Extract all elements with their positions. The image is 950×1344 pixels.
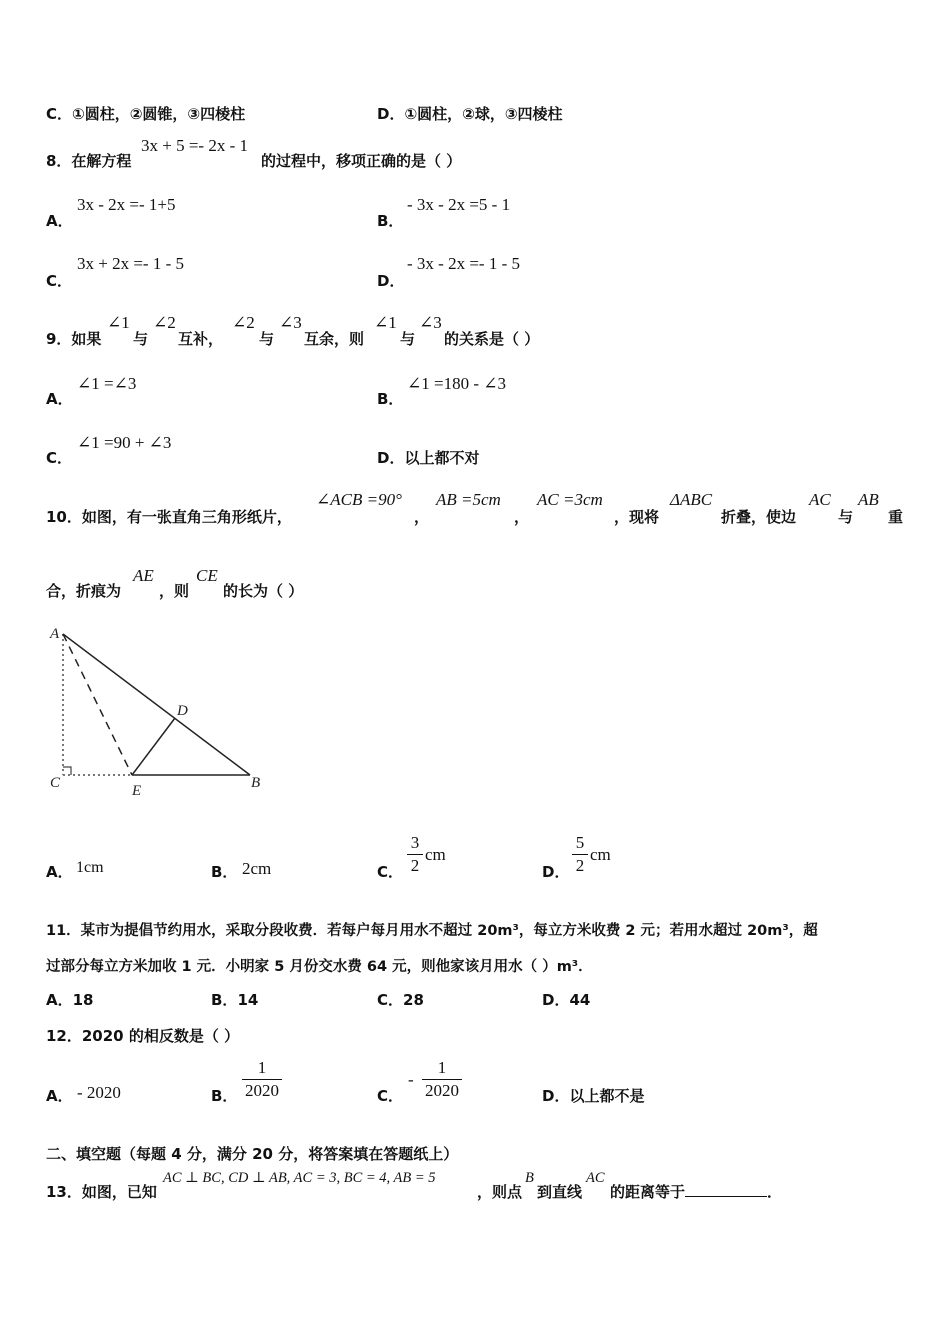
q10-expr-ae: AE <box>133 566 154 585</box>
q10-stem-6: 合，折痕为 <box>46 582 122 600</box>
q9-angle-3: ∠2 <box>232 313 255 332</box>
label-e: E <box>132 783 142 799</box>
q10-option-c-label: C． <box>377 863 404 881</box>
q7-option-d: D．①圆柱，②球，③四棱柱 <box>377 105 563 123</box>
q10-stem-1: 10．如图，有一张直角三角形纸片， <box>46 508 292 526</box>
q10-stem-2: ，现将 <box>614 508 660 526</box>
q10-expr-ac: AC =3cm <box>537 490 603 509</box>
fold-line-ae <box>63 634 132 775</box>
q9-stem-4: 与 <box>259 330 275 348</box>
q10-expr-angle: ∠ACB =90° <box>316 490 402 509</box>
q12-option-a-expr: - 2020 <box>77 1083 121 1102</box>
q13-stem-2: ，则点 <box>477 1183 523 1201</box>
q11-option-c: C．28 <box>377 991 424 1009</box>
q10-expr-side-ac: AC <box>809 490 831 509</box>
q12-option-c-fraction: 1 2020 <box>422 1058 462 1101</box>
q13-stem-1: 13．如图，已知 <box>46 1183 157 1201</box>
q8-stem-post: 的过程中，移项正确的是（ ） <box>261 152 462 170</box>
side-ab <box>63 634 250 775</box>
q10-comma-1: ， <box>414 508 430 526</box>
q10-triangle-figure <box>44 620 279 805</box>
q13-stem-3: 到直线 <box>537 1183 583 1201</box>
q10-comma-2: ， <box>514 508 530 526</box>
label-d: D <box>177 703 188 719</box>
q10-option-d-fraction: 5 2 <box>572 833 588 876</box>
q9-angle-4: ∠3 <box>279 313 302 332</box>
q9-stem-1: 9．如果 <box>46 330 102 348</box>
q8-option-c-expr: 3x + 2x =- 1 - 5 <box>77 254 184 273</box>
q10-option-b-expr: 2cm <box>242 859 272 878</box>
q9-option-b-label: B． <box>377 390 404 408</box>
q11-option-d: D．44 <box>542 991 591 1009</box>
segment-ed <box>132 718 175 775</box>
q9-stem-7: 的关系是（ ） <box>444 330 540 348</box>
q10-stem-4: 与 <box>838 508 854 526</box>
q10-stem-7: ，则 <box>159 582 190 600</box>
q9-option-d: D．以上都不对 <box>377 449 480 467</box>
q11-stem-line-2: 过部分每立方米加收 1 元．小明家 5 月份交水费 64 元，则他家该月用水（ ）m³． <box>46 959 593 975</box>
q9-stem-2: 与 <box>133 330 149 348</box>
q10-expr-ce: CE <box>196 566 218 585</box>
q9-stem-5: 互余，则 <box>304 330 365 348</box>
q8-option-d-expr: - 3x - 2x =- 1 - 5 <box>407 254 520 273</box>
q13-condition: AC ⊥ BC, CD ⊥ AB, AC = 3, BC = 4, AB = 5 <box>163 1170 436 1186</box>
q12-stem: 12．2020 的相反数是（ ） <box>46 1027 240 1045</box>
q9-option-a-label: A． <box>46 390 73 408</box>
q8-option-b-label: B． <box>377 212 404 230</box>
q9-angle-2: ∠2 <box>153 313 176 332</box>
q11-stem-line-1: 11．某市为提倡节约用水，采取分段收费．若每户每月用水不超过 20m³，每立方米收费 2 元；若用水超过 20m³，超 <box>46 923 818 939</box>
q10-option-a-expr: 1cm <box>76 859 104 876</box>
q10-option-c-fraction: 3 2 <box>407 833 423 876</box>
label-a: A <box>50 626 60 642</box>
label-b: B <box>251 775 261 791</box>
q8-option-b-expr: - 3x - 2x =5 - 1 <box>407 195 511 214</box>
q12-option-d: D．以上都不是 <box>542 1087 645 1105</box>
q9-angle-5: ∠1 <box>374 313 397 332</box>
q10-expr-ab: AB =5cm <box>436 490 501 509</box>
q9-stem-6: 与 <box>400 330 416 348</box>
q10-option-d-label: D． <box>542 863 570 881</box>
q12-option-b-fraction: 1 2020 <box>242 1058 282 1101</box>
label-c: C <box>50 775 61 791</box>
q10-option-a-label: A． <box>46 863 73 881</box>
q13-point-b: B <box>525 1170 534 1186</box>
q7-option-c: C．①圆柱，②圆锥，③四棱柱 <box>46 105 246 123</box>
q9-option-c-expr: ∠1 =90 + ∠3 <box>77 433 172 452</box>
q10-stem-8: 的长为（ ） <box>223 582 304 600</box>
q12-option-c-label: C． <box>377 1087 404 1105</box>
section-2-title: 二、填空题（每题 4 分，满分 20 分，将答案填在答题纸上） <box>46 1145 459 1163</box>
right-angle-mark <box>63 767 71 775</box>
q12-option-c-sign: - <box>408 1070 414 1089</box>
q10-option-b-label: B． <box>211 863 238 881</box>
q10-expr-triangle: ΔABC <box>670 490 713 509</box>
q10-option-d-unit: cm <box>590 845 611 864</box>
q8-option-a-expr: 3x - 2x =- 1+5 <box>77 195 176 214</box>
q9-angle-6: ∠3 <box>419 313 442 332</box>
q10-expr-side-ab: AB <box>858 490 879 509</box>
q8-option-c-label: C． <box>46 272 73 290</box>
q13-answer-blank <box>685 1182 767 1197</box>
q8-stem-pre: 8．在解方程 <box>46 152 132 170</box>
q9-stem-3: 互补， <box>178 330 224 348</box>
q12-option-a-label: A． <box>46 1087 73 1105</box>
q13-line-ac: AC <box>586 1170 605 1186</box>
q8-option-a-label: A． <box>46 212 73 230</box>
q10-stem-5: 重 <box>888 508 904 526</box>
q11-option-b: B．14 <box>211 991 259 1009</box>
q11-option-a: A．18 <box>46 991 94 1009</box>
q10-stem-3: 折叠，使边 <box>721 508 797 526</box>
q9-option-a-expr: ∠1 =∠3 <box>77 374 137 393</box>
q8-option-d-label: D． <box>377 272 405 290</box>
q9-angle-1: ∠1 <box>107 313 130 332</box>
q8-equation: 3x + 5 =- 2x - 1 <box>141 136 248 155</box>
q10-option-c-unit: cm <box>425 845 446 864</box>
q12-option-b-label: B． <box>211 1087 238 1105</box>
q9-option-b-expr: ∠1 =180 - ∠3 <box>407 374 506 393</box>
q9-option-c-label: C． <box>46 449 73 467</box>
q13-stem-4: 的距离等于 ． <box>610 1183 783 1201</box>
